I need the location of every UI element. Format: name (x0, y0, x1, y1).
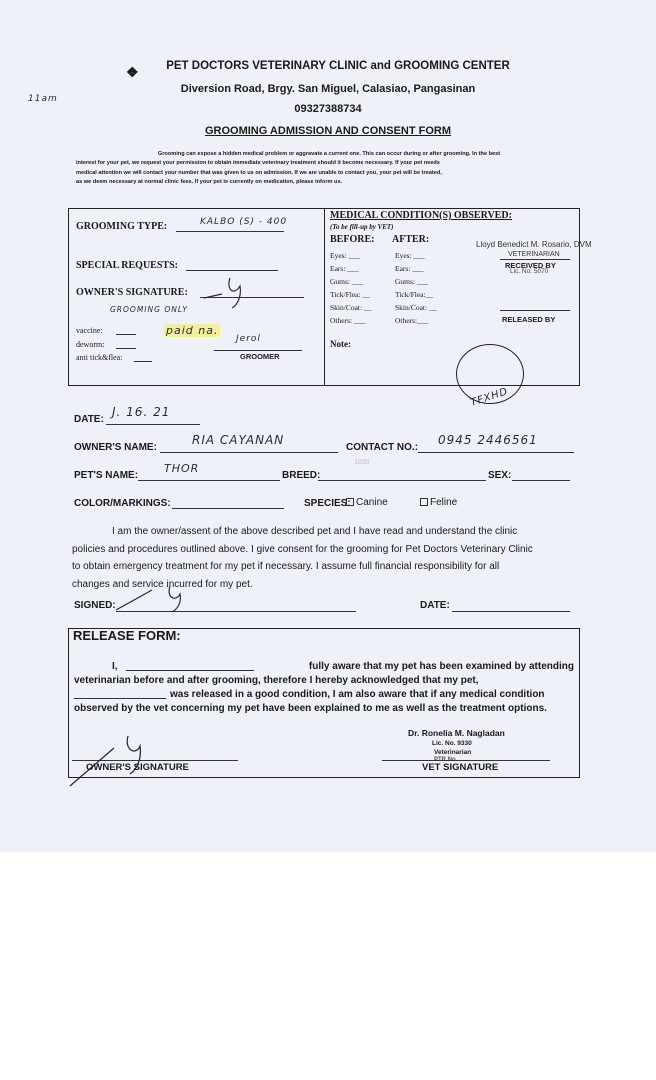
intro-line: Grooming can expose a hidden medical problem or aggravate a current one. This can occur during or after grooming. In the best (157, 151, 501, 157)
after-item: Gums: ___ (395, 277, 429, 286)
intro-line: interest for your pet, we request your permission to obtain immediate veterinary treatment should it become necessary. If your pet needs (76, 160, 440, 167)
clinic-address: Diversion Road, Brgy. San Miguel, Calasiao, Pangasinan (180, 83, 476, 95)
release-paragraph (74, 660, 574, 716)
vet-stamp-license: Lic. No. 5070 (510, 268, 549, 275)
groomer-name: Jerol (236, 334, 261, 344)
release-line-2: veterinarian before and after grooming, therefore I hereby acknowledged that my pet, (74, 675, 479, 686)
vet-release-sig-line (382, 760, 550, 761)
vet-release-stamp-name: Dr. Ronelia M. Nagladan (408, 728, 505, 738)
signed-signature-mark (112, 580, 202, 614)
groomer-line (214, 350, 302, 351)
pet-name-label: PET'S NAME: (74, 470, 139, 481)
paw-logo-icon: ❖ (126, 64, 139, 80)
released-by-label: RELEASED BY (502, 315, 556, 324)
clinic-phone: 09327388734 (294, 103, 362, 115)
intro-paragraph (76, 150, 582, 188)
signed-date-line (452, 611, 570, 612)
breed-label: BREED: (282, 470, 321, 481)
anti-tick-line (134, 361, 152, 362)
form-title: GROOMING ADMISSION AND CONSENT FORM (204, 125, 452, 137)
groomer-label: GROOMER (240, 352, 280, 361)
owner-signature-label: OWNER'S SIGNATURE: (76, 287, 188, 298)
intro-line: as we deem necessary at normal clinic fees. If your pet is currently on medication, please inform us. (76, 179, 343, 186)
date-value: J. 16. 21 (112, 405, 171, 419)
grooming-type-label: GROOMING TYPE: (76, 221, 168, 232)
vaccine-line (116, 334, 136, 335)
vet-release-sig-label: VET SIGNATURE (422, 762, 499, 773)
owner-signature-mark (200, 272, 270, 310)
canine-checkbox[interactable] (346, 498, 354, 506)
circle-text: TFXHD (469, 386, 510, 409)
before-item: Others: ___ (330, 316, 366, 325)
before-item: Gums: ___ (330, 277, 364, 286)
vet-release-stamp-title: Veterinarian (434, 749, 472, 756)
note-label: Note: (330, 339, 351, 349)
before-list (330, 249, 371, 327)
received-by-label: RECEIVED BY (505, 261, 556, 270)
feline-option[interactable] (420, 497, 457, 508)
deworm-label: deworm: (76, 340, 105, 349)
box-divider (324, 208, 325, 386)
date-label: DATE: (74, 414, 104, 425)
signed-date-label: DATE: (420, 600, 450, 611)
medical-title: MEDICAL CONDITION(S) OBSERVED: (330, 210, 512, 221)
before-item: Skin/Coat: __ (330, 303, 372, 312)
release-line-1-b: fully aware that my pet has been examined by attending (308, 661, 574, 672)
species-label: SPECIES: (304, 498, 351, 509)
owner-name-value: RIA CAYANAN (192, 433, 285, 447)
vet-stamp-name: Lloyd Benedict M. Rosario, DVM (476, 240, 592, 249)
date-line (106, 424, 200, 425)
grooming-type-line (176, 231, 284, 232)
paid-note: paid na. (166, 324, 219, 337)
pet-name-value: THOR (164, 462, 200, 475)
release-line-3: was released in a good condition, I am also aware that if any medical condition (170, 689, 545, 700)
after-item: Eyes: ___ (395, 251, 425, 260)
release-line-3-row (74, 688, 574, 702)
contact-line (418, 452, 574, 453)
owner-release-sig-label: OWNER'S SIGNATURE (86, 762, 189, 773)
breed-line (318, 480, 486, 481)
release-name-line (126, 670, 254, 671)
consent-line: I am the owner/assent of the above described pet and I have read and understand the clinic (112, 526, 518, 537)
canine-option[interactable] (346, 497, 388, 508)
before-item: Ears: ___ (330, 264, 359, 273)
after-item: Others:___ (395, 316, 429, 325)
margin-note: 11am (28, 94, 58, 104)
after-item: Ears: ___ (395, 264, 424, 273)
consent-line: to obtain emergency treatment for my pet if necessary. I assume full financial responsibility for all (72, 561, 500, 572)
vet-stamp-title: VETERINARIAN (508, 251, 560, 258)
release-line-4: observed by the vet concerning my pet have been explained to me as well as the treatment options. (74, 703, 547, 714)
after-heading: AFTER: (392, 234, 430, 245)
contact-value: 0945 2446561 (438, 433, 538, 447)
contact-label: CONTACT NO.: (346, 442, 419, 453)
vaccine-label: vaccine: (76, 326, 103, 335)
after-item: Tick/Flea:__ (395, 290, 434, 299)
feline-checkbox[interactable] (420, 498, 428, 506)
canine-label: Canine (356, 497, 388, 508)
owner-release-signature-mark (66, 730, 166, 788)
grooming-note: GROOMING ONLY (110, 305, 188, 314)
owner-name-label: OWNER'S NAME: (74, 442, 157, 453)
before-heading: BEFORE: (330, 234, 375, 245)
feline-label: Feline (430, 497, 458, 508)
released-by-line (500, 310, 570, 311)
release-pet-line (74, 698, 166, 699)
after-item: Skin/Coat: __ (395, 303, 437, 312)
intro-line: medical attention we will contact your number that was given to us on admission. If we are unable to contact you, your pet will be treated, (76, 169, 442, 176)
release-line-1-a: I, (112, 661, 118, 672)
owner-name-line (160, 452, 338, 453)
grooming-type-value: KALBO (S) - 400 (200, 217, 288, 227)
before-item: Tick/Flea: __ (330, 290, 370, 299)
deworm-line (116, 348, 136, 349)
received-by-line (500, 259, 570, 260)
after-list (395, 249, 436, 327)
color-markings-label: COLOR/MARKINGS: (74, 498, 171, 509)
special-requests-label: SPECIAL REQUESTS: (76, 260, 178, 271)
before-item: Eyes: ___ (330, 251, 360, 260)
consent-line: changes and service incurred for my pet. (72, 578, 253, 590)
sex-label: SEX: (488, 470, 512, 481)
release-title: RELEASE FORM: (73, 628, 181, 643)
signed-label: SIGNED: (74, 600, 116, 611)
vet-release-stamp-lic: Lic. No. 9330 (432, 740, 472, 747)
release-line-1 (74, 660, 574, 674)
consent-line: policies and procedures outlined above. I give consent for the grooming for Pet Doctors Veterinary Clinic (72, 543, 533, 555)
special-requests-line (186, 270, 278, 271)
faint-text: 1030 (354, 459, 370, 466)
anti-tick-label: anti tick&flea: (76, 353, 123, 362)
pet-name-line (138, 480, 280, 481)
vet-release-stamp-ptr: PTR No. (434, 757, 458, 763)
clinic-name: PET DOCTORS VETERINARY CLINIC and GROOMING CENTER (166, 60, 510, 72)
color-markings-line (172, 508, 284, 509)
sex-line (512, 480, 570, 481)
medical-subtitle: (To be fill-up by VET) (330, 223, 394, 231)
